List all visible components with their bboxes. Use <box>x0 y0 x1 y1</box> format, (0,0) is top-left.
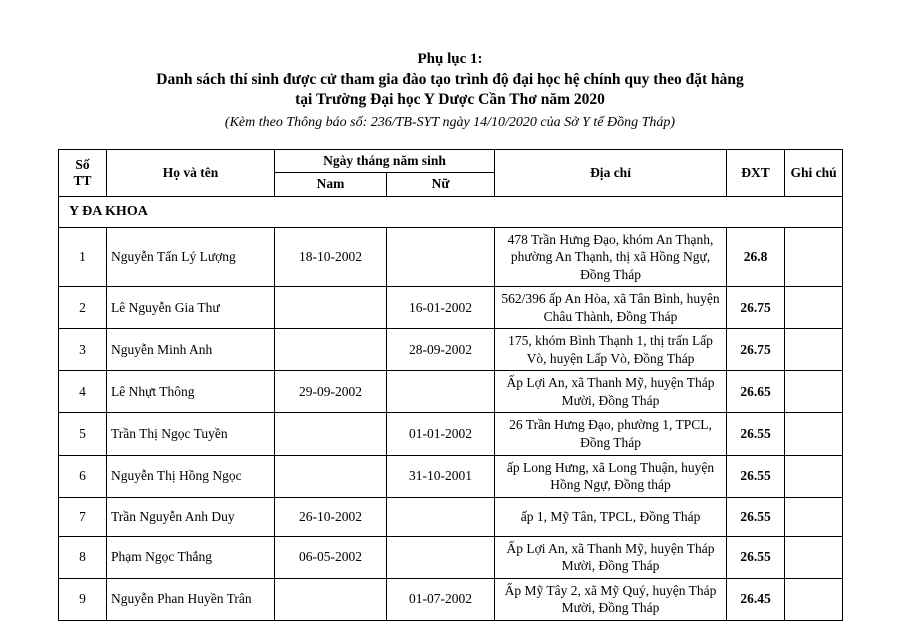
cell-dob-male: 18-10-2002 <box>275 227 387 287</box>
column-header-note: Ghi chú <box>785 150 843 196</box>
cell-score: 26.75 <box>727 329 785 371</box>
cell-note <box>785 287 843 329</box>
cell-name: Nguyễn Thị Hồng Ngọc <box>107 455 275 497</box>
cell-dob-female <box>387 497 495 536</box>
cell-score: 26.8 <box>727 227 785 287</box>
cell-address: 562/396 ấp An Hòa, xã Tân Bình, huyện Châu Thành, Đồng Tháp <box>495 287 727 329</box>
table-row <box>59 536 843 578</box>
cell-name: Lê Nguyễn Gia Thư <box>107 287 275 329</box>
cell-name: Lê Nhựt Thông <box>107 371 275 413</box>
cell-note <box>785 371 843 413</box>
cell-dob-male: 06-05-2002 <box>275 536 387 578</box>
cell-address: 175, khóm Bình Thạnh 1, thị trấn Lấp Vò, huyện Lấp Vò, Đồng Tháp <box>495 329 727 371</box>
table-row <box>59 287 843 329</box>
cell-note <box>785 455 843 497</box>
table-header <box>59 150 843 196</box>
document-title-line1: Danh sách thí sinh được cử tham gia đào tạo trình độ đại học hệ chính quy theo đặt hàng <box>156 70 744 88</box>
column-header-address: Địa chỉ <box>495 150 727 196</box>
cell-score: 26.45 <box>727 578 785 620</box>
table-row <box>59 578 843 620</box>
cell-dob-male: 29-09-2002 <box>275 371 387 413</box>
cell-address: 26 Trần Hưng Đạo, phường 1, TPCL, Đồng Tháp <box>495 413 727 455</box>
cell-score: 26.55 <box>727 455 785 497</box>
cell-score: 26.55 <box>727 413 785 455</box>
cell-name: Trần Nguyễn Anh Duy <box>107 497 275 536</box>
cell-note <box>785 536 843 578</box>
column-header-dob-group: Ngày tháng năm sinh <box>275 150 495 173</box>
table-section-row <box>59 196 843 227</box>
cell-dob-female: 31-10-2001 <box>387 455 495 497</box>
cell-stt: 6 <box>59 455 107 497</box>
table-body <box>59 196 843 620</box>
column-header-stt-line2: TT <box>73 172 92 188</box>
appendix-title: Phụ lục 1: <box>417 51 483 67</box>
table-row <box>59 371 843 413</box>
cell-score: 26.55 <box>727 497 785 536</box>
cell-dob-female: 01-01-2002 <box>387 413 495 455</box>
column-header-dob-female: Nữ <box>387 173 495 196</box>
column-header-stt <box>59 150 107 196</box>
table-row <box>59 455 843 497</box>
cell-name: Nguyễn Minh Anh <box>107 329 275 371</box>
cell-score: 26.65 <box>727 371 785 413</box>
cell-name: Trần Thị Ngọc Tuyền <box>107 413 275 455</box>
cell-stt: 9 <box>59 578 107 620</box>
cell-dob-female: 28-09-2002 <box>387 329 495 371</box>
document-header <box>58 50 842 132</box>
cell-address: Ấp Mỹ Tây 2, xã Mỹ Quý, huyện Tháp Mười, Đồng Tháp <box>495 578 727 620</box>
cell-stt: 7 <box>59 497 107 536</box>
cell-dob-male <box>275 413 387 455</box>
section-label-y-da-khoa: Y ĐA KHOA <box>59 196 843 227</box>
column-header-score: ĐXT <box>727 150 785 196</box>
cell-dob-female <box>387 371 495 413</box>
cell-note <box>785 497 843 536</box>
cell-stt: 1 <box>59 227 107 287</box>
cell-note <box>785 227 843 287</box>
column-header-dob-male: Nam <box>275 173 387 196</box>
cell-name: Phạm Ngọc Thắng <box>107 536 275 578</box>
cell-name: Nguyễn Phan Huyền Trân <box>107 578 275 620</box>
cell-stt: 4 <box>59 371 107 413</box>
column-header-stt-line1: Số <box>75 156 90 172</box>
candidates-table <box>58 149 843 621</box>
cell-dob-female <box>387 227 495 287</box>
cell-stt: 2 <box>59 287 107 329</box>
column-header-name: Họ và tên <box>107 150 275 196</box>
cell-address: Ấp Lợi An, xã Thanh Mỹ, huyện Tháp Mười, Đồng Tháp <box>495 536 727 578</box>
cell-stt: 3 <box>59 329 107 371</box>
cell-address: 478 Trần Hưng Đạo, khóm An Thạnh, phường An Thạnh, thị xã Hồng Ngự, Đồng Tháp <box>495 227 727 287</box>
cell-dob-male <box>275 455 387 497</box>
cell-stt: 8 <box>59 536 107 578</box>
cell-address: ấp Long Hưng, xã Long Thuận, huyện Hồng Ngự, Đồng tháp <box>495 455 727 497</box>
cell-address: Ấp Lợi An, xã Thanh Mỹ, huyện Tháp Mười, Đồng Tháp <box>495 371 727 413</box>
table-row <box>59 497 843 536</box>
cell-dob-male: 26-10-2002 <box>275 497 387 536</box>
cell-dob-male <box>275 329 387 371</box>
table-row <box>59 413 843 455</box>
cell-dob-female <box>387 536 495 578</box>
cell-note <box>785 578 843 620</box>
cell-score: 26.75 <box>727 287 785 329</box>
table-header-row-1 <box>59 150 843 173</box>
cell-name: Nguyễn Tấn Lý Lượng <box>107 227 275 287</box>
cell-stt: 5 <box>59 413 107 455</box>
cell-dob-male <box>275 578 387 620</box>
document-title-line2: tại Trường Đại học Y Dược Cần Thơ năm 2020 <box>295 91 605 109</box>
cell-dob-male <box>275 287 387 329</box>
document-reference-note: (Kèm theo Thông báo số: 236/TB-SYT ngày 14/10/2020 của Sở Y tế Đồng Tháp) <box>224 114 676 130</box>
cell-dob-female: 01-07-2002 <box>387 578 495 620</box>
cell-score: 26.55 <box>727 536 785 578</box>
cell-dob-female: 16-01-2002 <box>387 287 495 329</box>
table-row <box>59 227 843 287</box>
cell-note <box>785 329 843 371</box>
cell-address: ấp 1, Mỹ Tân, TPCL, Đồng Tháp <box>495 497 727 536</box>
table-row <box>59 329 843 371</box>
cell-note <box>785 413 843 455</box>
